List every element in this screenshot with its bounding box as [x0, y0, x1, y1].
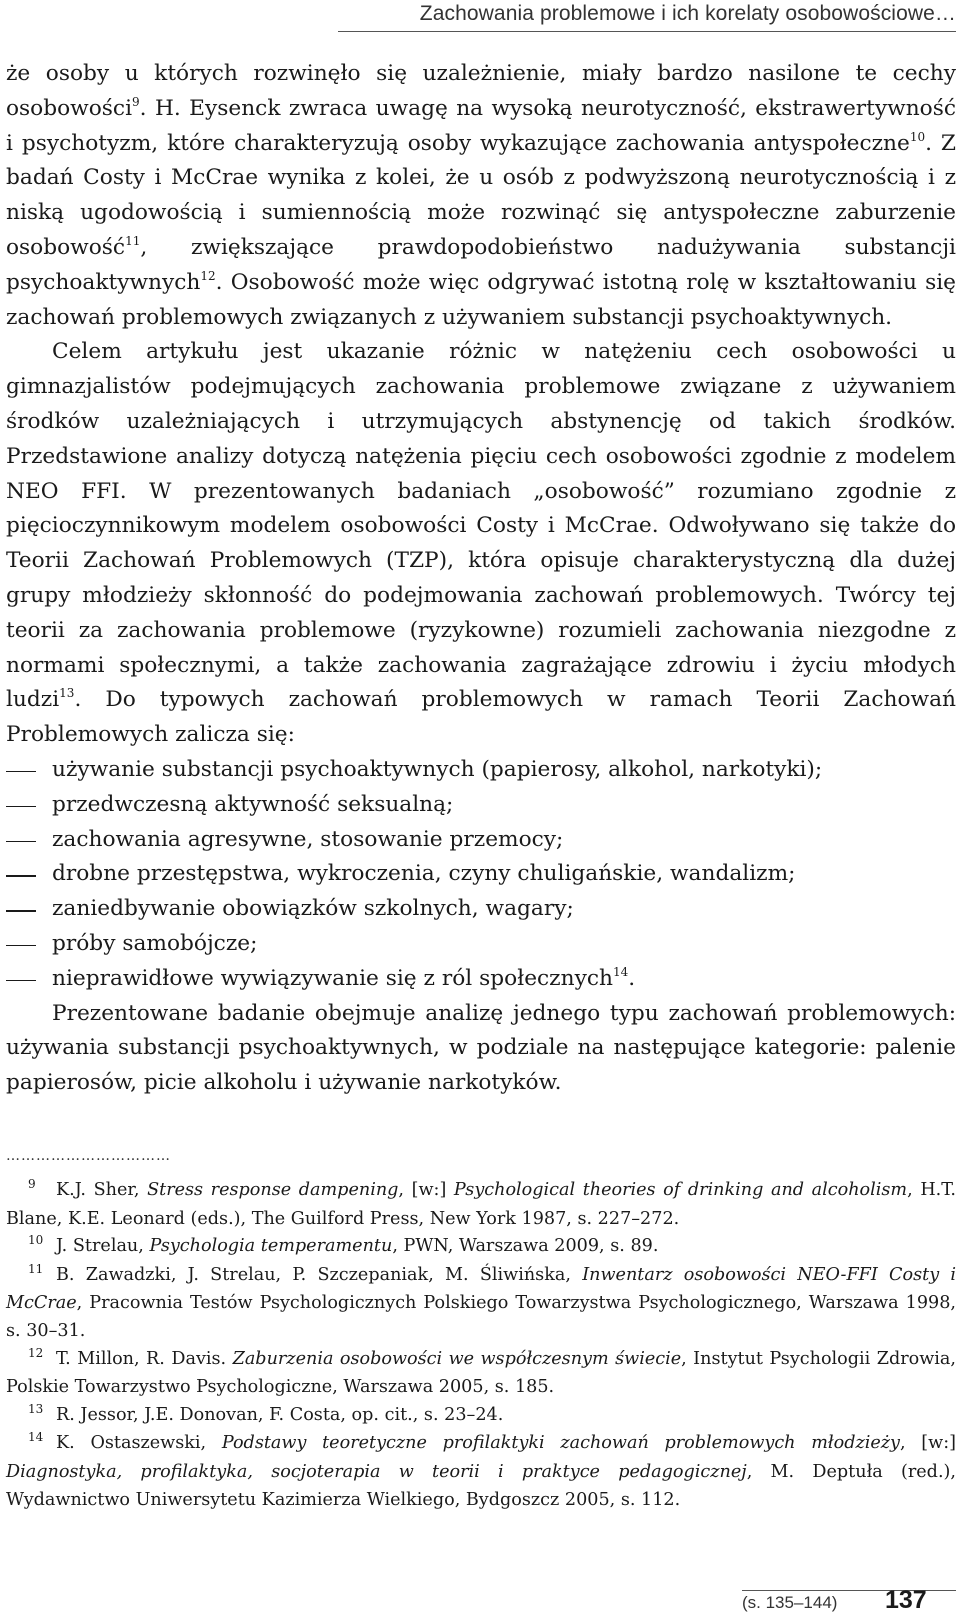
fn-text: B. Zawadzki, J. Strelau, P. Szczepaniak, M. Śliwińska,: [56, 1264, 583, 1285]
fn-title: Zaburzenia osobowości we współczesnym świecie: [232, 1348, 682, 1369]
fn-title: Diagnostyka, profilaktyka, socjoterapia w teorii i praktyce pedagogicznej: [6, 1461, 747, 1482]
fn-title: Psychologia temperamentu: [149, 1236, 393, 1257]
footnote-number: 11: [28, 1261, 44, 1276]
fn-text: K.J. Sher,: [56, 1180, 148, 1200]
footnotes: [6, 1177, 956, 1514]
footnote-14: [6, 1430, 956, 1514]
list-item-text: próby samobójcze;: [52, 930, 258, 956]
dash-bullet: [6, 806, 36, 808]
footnote-9: [6, 1177, 956, 1233]
page-number: 137: [885, 1586, 927, 1614]
fn-title: Podstawy teoretyczne profilaktyki zachowań problemowych młodzieży: [221, 1433, 900, 1454]
dash-bullet: [6, 875, 36, 877]
dash-bullet: [6, 980, 36, 982]
list-item: [6, 962, 956, 997]
running-header: Zachowania problemowe i ich korelaty osobowościowe…: [419, 2, 956, 25]
list-item: [6, 892, 956, 927]
fn-title: Inwentarz osobowości NEO-FFI Costy i McCrae: [6, 1264, 956, 1314]
footnote-10: [6, 1233, 956, 1262]
paragraph-3: Prezentowane badanie obejmuje analizę jednego typu zachowań problemowych: używania substancji psychoaktywnych, w podziale na następujące kategorie: palenie papierosów, picie alkoholu i używanie narkotyków.: [6, 1000, 956, 1096]
list-item-text: używanie substancji psychoaktywnych (papierosy, alkohol, narkotyki);: [52, 756, 823, 782]
text-run: . H. Eysenck zwraca uwagę na wysoką neurotyczność, ekstrawertywność i psychotyzm, które charakteryzują osoby wykazujące zachowania antyspołeczne: [6, 95, 956, 156]
list-item: [6, 857, 956, 892]
list-item: [6, 753, 956, 788]
footnote-ref-9[interactable]: 9: [132, 94, 140, 109]
list-item-text: nieprawidłowe wywiązywanie się z ról społecznych: [52, 965, 613, 991]
footnote-separator: ……………………………: [6, 1148, 171, 1164]
footnote-ref-14[interactable]: 14: [612, 964, 629, 979]
dash-bullet: [6, 945, 36, 947]
list-item-text: przedwczesną aktywność seksualną;: [52, 791, 454, 817]
dash-bullet: [6, 910, 36, 912]
text-run: . Do typowych zachowań problemowych w ramach Teorii Zachowań Problemowych zalicza się:: [6, 687, 956, 748]
text-run: Celem artykułu jest ukazanie różnic w natężeniu cech osobowości u gimnazjalistów podejmujących zachowania problemowe związane z używaniem środków uzależniających i utrzymujących abstynencję od takich środków. Przedstawione analizy dotyczą natężenia pięciu cech osobowości zgodnie z modelem NEO FFI. W prezentowanych badaniach „osobowość” rozumiano zgodnie z pięcioczynnikowym modelem osobowości Costy i McCrae. Odwoływano się także do Teorii Zachowań Problemowych (TZP), która opisuje charakterystyczną dla dużej grupy młodzieży skłonność do podejmowania zachowań problemowych. Twórcy tej teorii za zachowania problemowe (ryzykowne) rozumieli zachowania niezgodne z normami społecznymi, a także zachowania zagrażające zdrowiu i życiu młodych ludzi: [6, 339, 956, 713]
list-item: [6, 788, 956, 823]
footnote-12: [6, 1346, 956, 1402]
fn-text: , [w:]: [398, 1180, 454, 1200]
footnote-number: 14: [28, 1430, 44, 1445]
fn-text: J. Strelau,: [56, 1236, 150, 1257]
fn-text: , M. Deptuła (red.), Wydawnictwo Uniwersytetu Kazimierza Wielkiego, Bydgoszcz 2005, s. 112.: [6, 1461, 956, 1510]
footnote-11: [6, 1262, 956, 1346]
footnote-number: 12: [28, 1345, 44, 1360]
fn-title: Psychological theories of drinking and alcoholism: [453, 1180, 908, 1200]
footnote-ref-13[interactable]: 13: [59, 686, 75, 701]
fn-text: , Pracownia Testów Psychologicznych Polskiego Towarzystwa Psychologicznego, Warszawa 1998, s. 30–31.: [6, 1293, 956, 1341]
paragraph-2: [6, 335, 956, 753]
page-range: (s. 135–144): [742, 1593, 838, 1612]
footnote-number: 10: [28, 1233, 44, 1248]
problem-behaviours-list: [6, 753, 956, 997]
paragraph-1: [6, 57, 956, 335]
list-item: [6, 823, 956, 858]
list-item-text: zachowania agresywne, stosowanie przemocy;: [52, 826, 564, 852]
footnote-number: 13: [28, 1401, 44, 1416]
text-run: że osoby u których rozwinęło się uzależnienie, miały bardzo nasilone te cechy osobowości: [6, 61, 956, 121]
fn-text: T. Millon, R. Davis.: [56, 1348, 233, 1369]
footnote-13: [6, 1402, 956, 1431]
fn-text: , [w:]: [899, 1433, 956, 1454]
fn-text: R. Jessor, J.E. Donovan, F. Costa, op. cit., s. 23–24.: [56, 1404, 504, 1425]
header-rule: [338, 31, 956, 32]
dash-bullet: [6, 841, 36, 843]
list-item-end: .: [628, 965, 636, 991]
footnote-number: 9: [28, 1177, 36, 1191]
main-text: [6, 57, 956, 1101]
footnote-ref-12[interactable]: 12: [200, 268, 216, 283]
fn-text: , Instytut Psychologii Zdrowia, Polskie Towarzystwo Psychologiczne, Warszawa 2005, s. 185.: [6, 1348, 956, 1398]
list-item: [6, 927, 956, 962]
text-run: , zwiększające prawdopodobieństwo nadużywania substancji psychoaktywnych: [6, 234, 956, 295]
text-run: . Osobowość może więc odgrywać istotną rolę w kształtowaniu się zachowań problemowych związanych z używaniem substancji psychoaktywnych.: [6, 269, 956, 330]
footnote-ref-10[interactable]: 10: [909, 129, 926, 144]
fn-text: , PWN, Warszawa 2009, s. 89.: [392, 1236, 659, 1257]
fn-title: Stress response dampening: [147, 1180, 399, 1200]
fn-text: K. Ostaszewski,: [56, 1433, 222, 1454]
dash-bullet: [6, 771, 36, 773]
list-item-text: zaniedbywanie obowiązków szkolnych, wagary;: [52, 896, 574, 922]
footnote-ref-11[interactable]: 11: [125, 233, 141, 248]
list-item-text: drobne przestępstwa, wykroczenia, czyny chuligańskie, wandalizm;: [52, 861, 796, 887]
text-run: . Z badań Costy i McCrae wynika z kolei, że u osób z podwyższoną neurotycznością i z niską ugodowością i sumiennością może rozwinąć się antyspołeczne zaburzenie osobowość: [6, 130, 956, 260]
fn-text: , H.T. Blane, K.E. Leonard (eds.), The Guilford Press, New York 1987, s. 227–272.: [6, 1180, 956, 1229]
